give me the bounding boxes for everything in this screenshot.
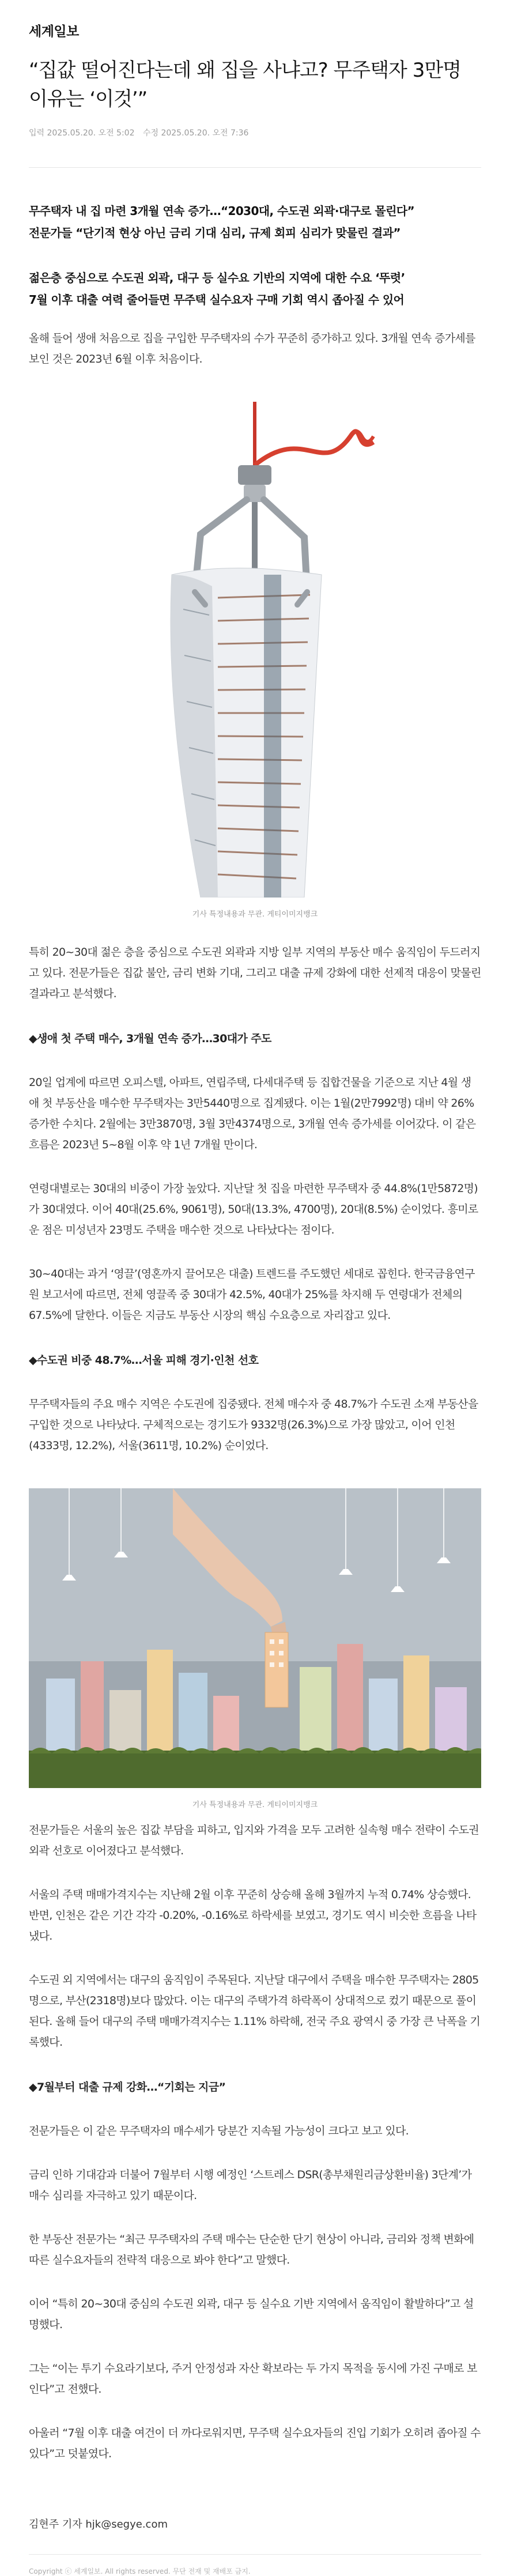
- paragraph: 무주택자들의 주요 매수 지역은 수도권에 집중됐다. 전체 매수자 중 48.7%가 수도권 소재 부동산을 구입한 것으로 나타났다. 구체적으로는 경기도가 9332명(26.3%)으로 가장 많았고, 이어 인천(4333명, 12.2%), 서울(3611명, 10.2%) 순이었다.: [29, 1397, 478, 1452]
- figure-hand-city: [29, 1488, 481, 1809]
- paragraph: 20일 업계에 따르면 오피스텔, 아파트, 연립주택, 다세대주택 등 집합건물을 기준으로 지난 4월 생애 첫 부동산을 매수한 무주택자는 3만5440명으로 집계됐다. 이는 1월(2만7992명) 대비 약 26% 증가한 수치다. 2월에는 3만3870명, 3월 3만4374명으로, 3개월 연속 증가세를 이어갔다. 이 같은 흐름은 2023년 5~8월 이후 약 1년 7개월 만이다.: [29, 1076, 476, 1151]
- claw-apartment-image: [131, 402, 379, 897]
- section-heading: ◆7월부터 대출 규제 강화…“기회는 지금”: [29, 2080, 226, 2094]
- paragraph: 그는 “이는 투기 수요라기보다, 주거 안정성과 자산 확보라는 두 가지 목적을 동시에 가진 구매로 보인다”고 전했다.: [29, 2362, 477, 2396]
- reporter-byline[interactable]: 김현주 기자 hjk@segye.com: [29, 2518, 168, 2530]
- published-date: 입력 2025.05.20. 오전 5:02: [29, 128, 135, 138]
- paragraph: 전문가들은 서울의 높은 집값 부담을 피하고, 입지와 가격을 모두 고려한 실속형 매수 전략이 수도권 외곽 선호로 이어졌다고 분석했다.: [29, 1823, 479, 1857]
- paragraph: 특히 20~30대 젊은 층을 중심으로 수도권 외곽과 지방 일부 지역의 부동산 매수 움직임이 두드러지고 있다. 전문가들은 집값 불안, 금리 변화 기대, 그리고 대출 규제 강화에 대한 선제적 대응이 맞물린 결과라고 분석했다.: [29, 945, 481, 1000]
- paragraph: 한 부동산 전문가는 “최근 무주택자의 주택 매수는 단순한 단기 현상이 아니라, 금리와 정책 변화에 따른 실수요자들의 전략적 대응으로 봐야 한다”고 말했다.: [29, 2232, 474, 2266]
- lead-paragraph: 올해 들어 생애 처음으로 집을 구입한 무주택자의 수가 꾸준히 증가하고 있다. 3개월 연속 증가세를 보인 것은 2023년 6월 이후 처음이다.: [29, 331, 475, 365]
- paragraph: 전문가들은 이 같은 무주택자의 매수세가 당분간 지속될 가능성이 크다고 보고 있다.: [29, 2124, 409, 2137]
- subhead: 7월 이후 대출 여력 줄어들면 무주택 실수요자 구매 기회 역시 좁아질 수 있어: [29, 292, 405, 307]
- figure-claw-apartment: [29, 402, 481, 919]
- subhead: 전문가들 “단기적 현상 아닌 금리 기대 심리, 규제 회피 심리가 맞물린 결과”: [29, 225, 401, 240]
- paragraph: 이어 “특히 20~30대 중심의 수도권 외곽, 대구 등 실수요 기반 지역에서 움직임이 활발하다”고 설명했다.: [29, 2297, 474, 2331]
- press-logo[interactable]: 세계일보: [29, 24, 79, 39]
- subhead: 젊은층 중심으로 수도권 외곽, 대구 등 실수요 기반의 지역에 대한 수요 ‘뚜렷’: [29, 270, 405, 285]
- section-heading: ◆수도권 비중 48.7%…서울 피해 경기·인천 선호: [29, 1353, 259, 1367]
- paragraph: 금리 인하 기대감과 더불어 7월부터 시행 예정인 ‘스트레스 DSR(총부채원리금상환비율) 3단계’가 매수 심리를 자극하고 있기 때문이다.: [29, 2168, 472, 2202]
- paragraph: 30~40대는 과거 ‘영끌’(영혼까지 끌어모은 대출) 트렌드를 주도했던 세대로 꼽힌다. 한국금융연구원 보고서에 따르면, 전체 영끌족 중 30대가 42.5%, 40대가 25%를 차지해 두 연령대가 전체의 67.5%에 달한다. 이들은 지금도 부동산 시장의 핵심 수요층으로 자리잡고 있다.: [29, 1267, 475, 1322]
- modified-date: 수정 2025.05.20. 오전 7:36: [142, 128, 249, 138]
- article-subheads: [29, 200, 481, 311]
- hand-city-image: [29, 1488, 481, 1788]
- paragraph: 아울러 “7월 이후 대출 여건이 더 까다로워지면, 무주택 실수요자들의 진입 기회가 오히려 좁아질 수 있다”고 덧붙였다.: [29, 2426, 481, 2460]
- figure-caption: 기사 특정내용과 무관. 게티이미지뱅크: [192, 1800, 318, 1809]
- subhead: 무주택자 내 집 마련 3개월 연속 증가…“2030대, 수도권 외곽·대구로 몰린다”: [29, 203, 415, 218]
- header-divider: [29, 167, 481, 168]
- footer-divider: [29, 2554, 481, 2555]
- copyright-notice: Copyright ⓒ 세계일보. All rights reserved. 무단 전재 및 재배포 금지.: [29, 2567, 251, 2575]
- article-headline: “집값 떨어진다는데 왜 집을 사냐고? 무주택자 3만명 이유는 ‘이것’”: [29, 59, 462, 111]
- paragraph: 수도권 외 지역에서는 대구의 움직임이 주목된다. 지난달 대구에서 주택을 매수한 무주택자는 2805명으로, 부산(2318명)보다 많았다. 이는 대구의 주택가격 하락폭이 상대적으로 컸기 때문으로 풀이된다. 올해 들어 대구의 주택 매매가격지수는 1.11% 하락해, 전국 주요 광역시 중 가장 큰 낙폭을 기록했다.: [29, 1973, 481, 2049]
- paragraph: 서울의 주택 매매가격지수는 지난해 2월 이후 꾸준히 상승해 올해 3월까지 누적 0.74% 상승했다. 반면, 인천은 같은 기간 각각 -0.20%, -0.16%로 하락세를 보였고, 경기도 역시 비슷한 흐름을 나타냈다.: [29, 1888, 477, 1943]
- paragraph: 연령대별로는 30대의 비중이 가장 높았다. 지난달 첫 집을 마련한 무주택자 중 44.8%(1만5872명)가 30대였다. 이어 40대(25.6%, 9061명), 50대(13.3%, 4700명), 20대(8.5%) 순이었다. 흥미로운 점은 미성년자 23명도 주택을 매수한 것으로 나타났다는 점이다.: [29, 1182, 478, 1236]
- section-heading: ◆생애 첫 주택 매수, 3개월 연속 증가…30대가 주도: [29, 1032, 271, 1045]
- figure-caption: 기사 특정내용과 무관. 게티이미지뱅크: [192, 910, 318, 919]
- article-dateline: [29, 127, 481, 138]
